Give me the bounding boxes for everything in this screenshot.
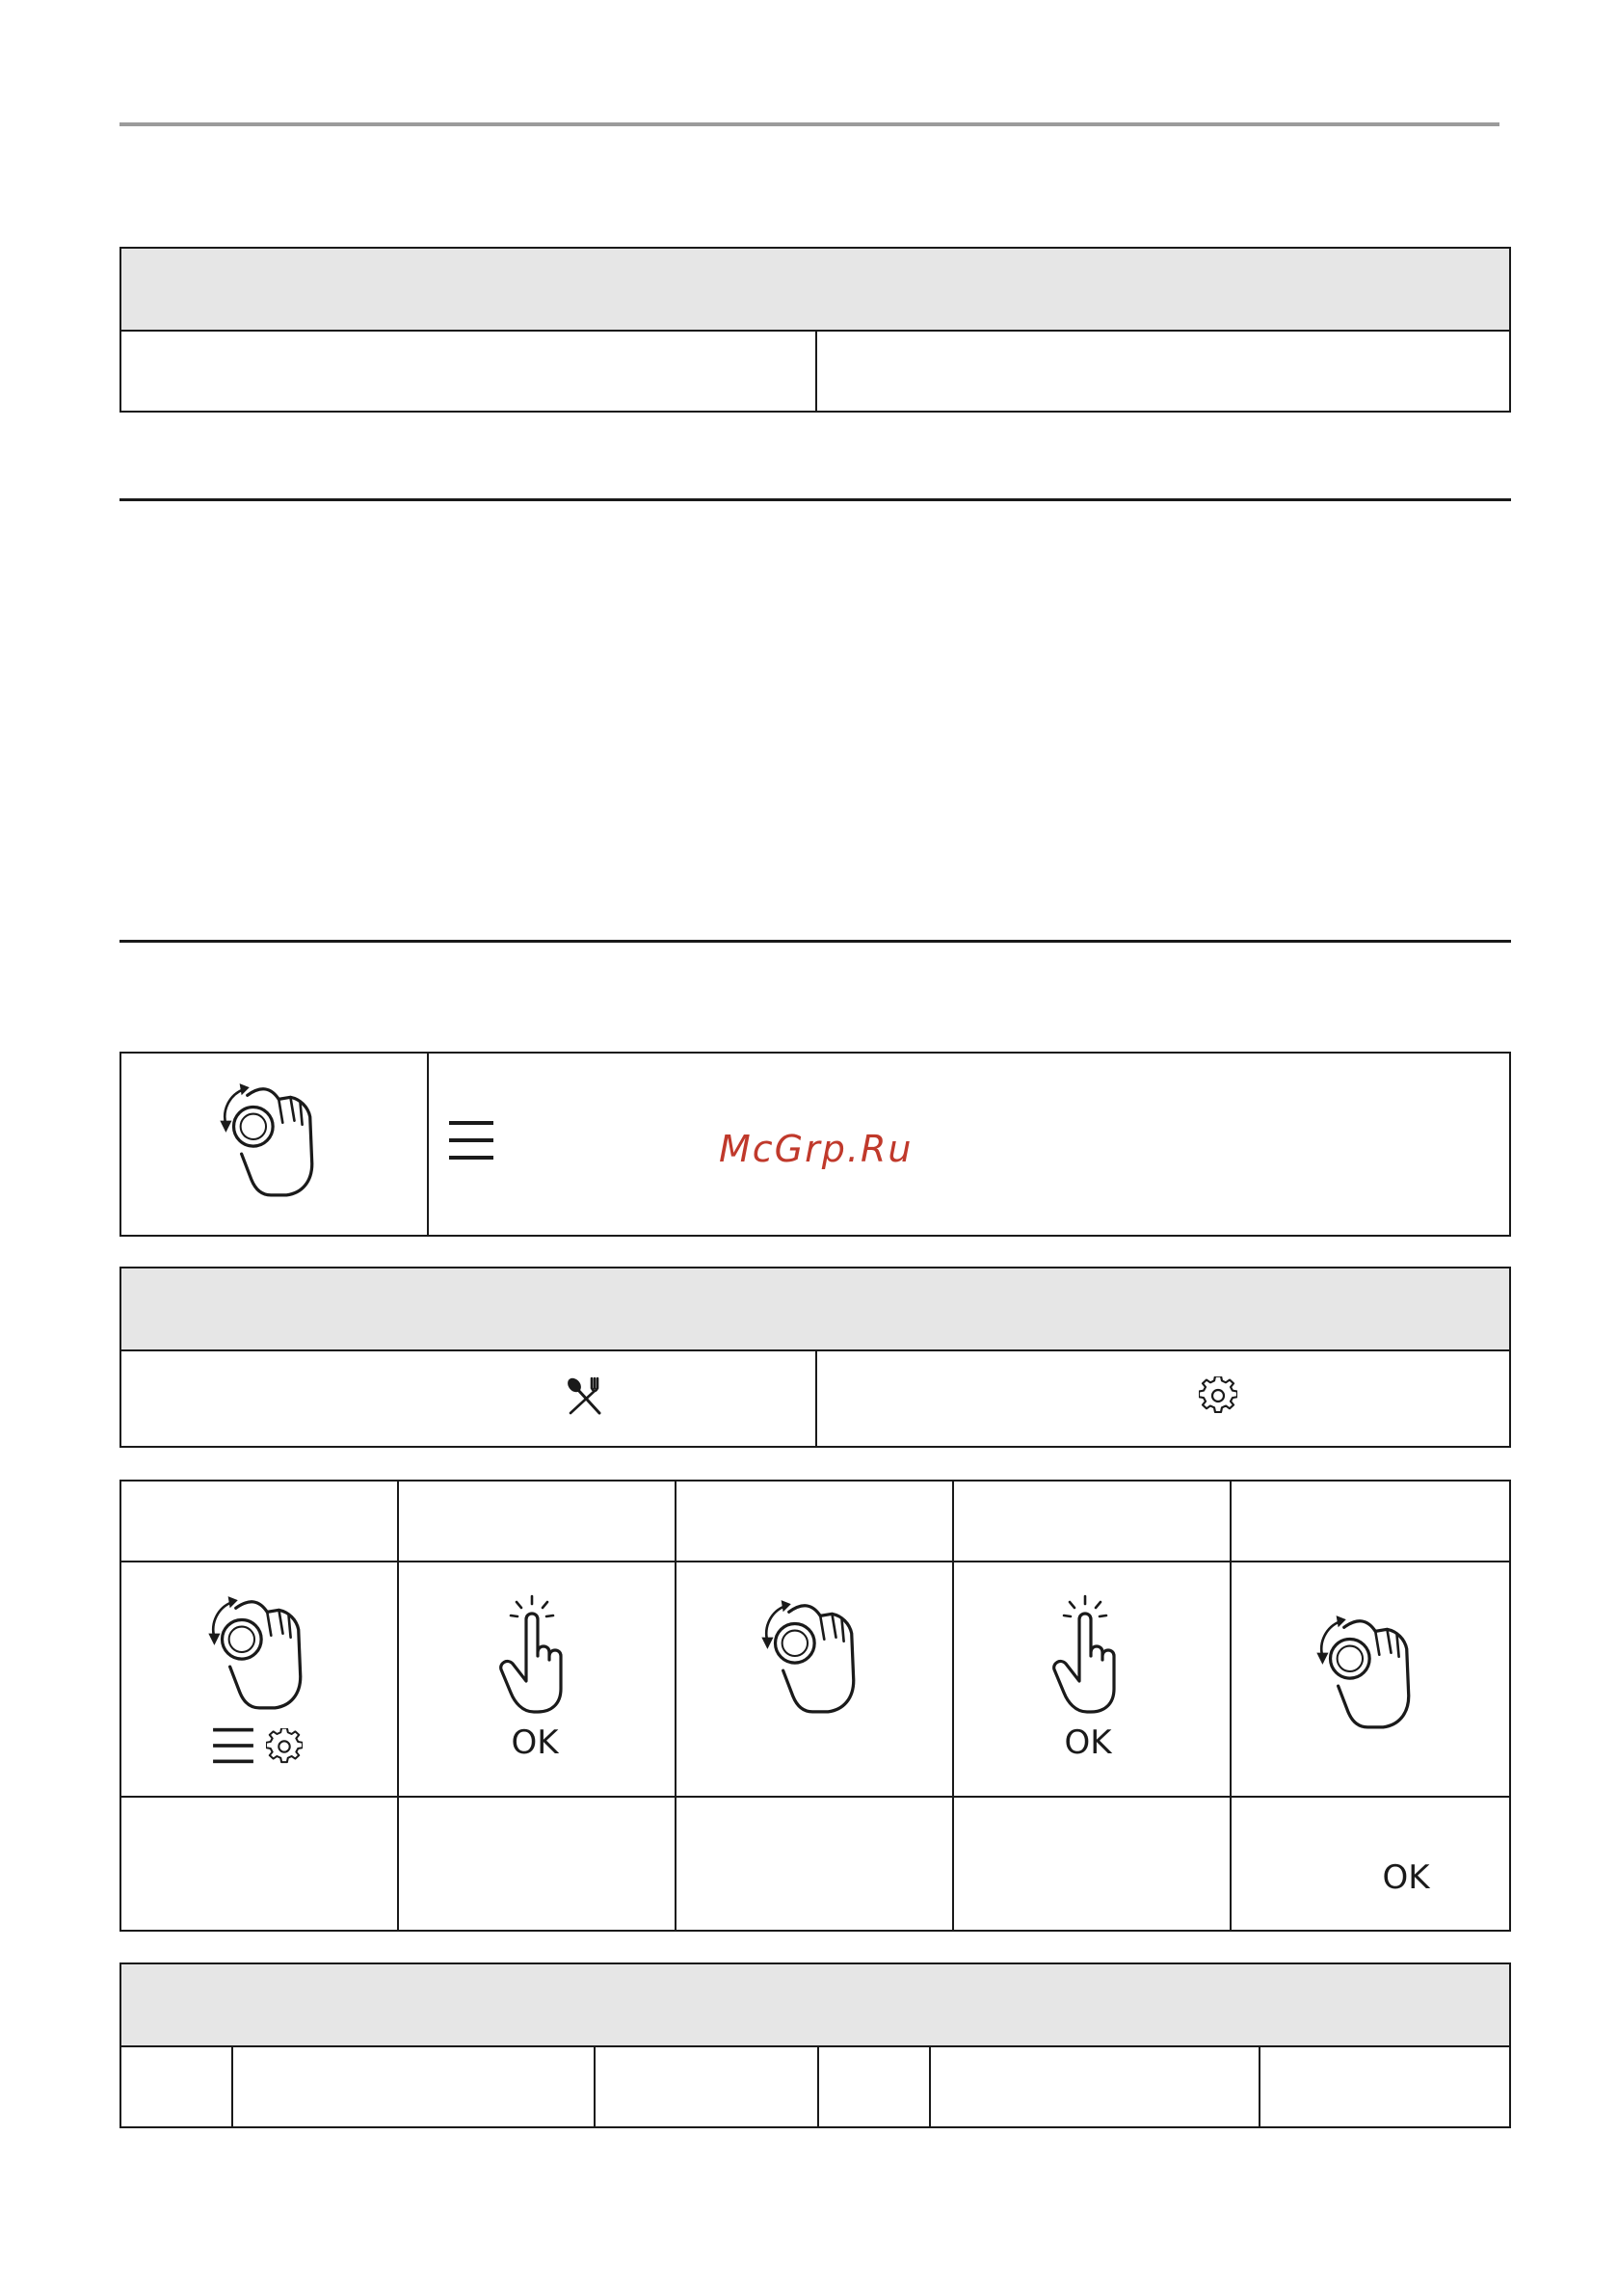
ok-label: OK — [1382, 1858, 1430, 1897]
table-3-header — [119, 1267, 1511, 1351]
table-1-header — [119, 247, 1511, 332]
steps-footer-line — [119, 1796, 1511, 1798]
steps-divider — [675, 1480, 676, 1932]
section-rule-1 — [119, 498, 1511, 501]
table-5-divider — [929, 2045, 931, 2128]
table-5-divider — [1259, 2045, 1260, 2128]
section-rule-2 — [119, 940, 1511, 943]
menu-icon — [211, 1726, 255, 1765]
steps-divider — [1230, 1480, 1232, 1932]
rotate-knob-icon — [210, 1078, 318, 1205]
watermark: McGrp.Ru — [719, 1128, 914, 1170]
rotate-knob-icon — [1307, 1610, 1415, 1737]
steps-header-line — [119, 1561, 1511, 1562]
table-5-divider — [594, 2045, 596, 2128]
menu-icon — [449, 1119, 493, 1161]
press-button-icon — [491, 1592, 578, 1718]
table-5-row — [119, 2045, 1511, 2128]
fork-spoon-icon — [565, 1376, 603, 1415]
table-5-divider — [817, 2045, 819, 2128]
gear-icon — [1199, 1376, 1237, 1415]
table-5-divider — [231, 2045, 233, 2128]
ok-label: OK — [1064, 1723, 1112, 1762]
header-rule — [119, 122, 1499, 126]
table-3-divider — [815, 1349, 817, 1448]
table-5-header — [119, 1962, 1511, 2047]
gear-icon — [266, 1728, 303, 1765]
steps-divider — [952, 1480, 954, 1932]
ok-label: OK — [511, 1723, 559, 1762]
steps-divider — [397, 1480, 399, 1932]
rotate-knob-icon — [199, 1590, 306, 1718]
rotate-knob-icon — [752, 1594, 860, 1722]
table-1-divider — [815, 330, 817, 413]
table-2-divider — [427, 1052, 429, 1237]
press-button-icon — [1045, 1592, 1131, 1718]
